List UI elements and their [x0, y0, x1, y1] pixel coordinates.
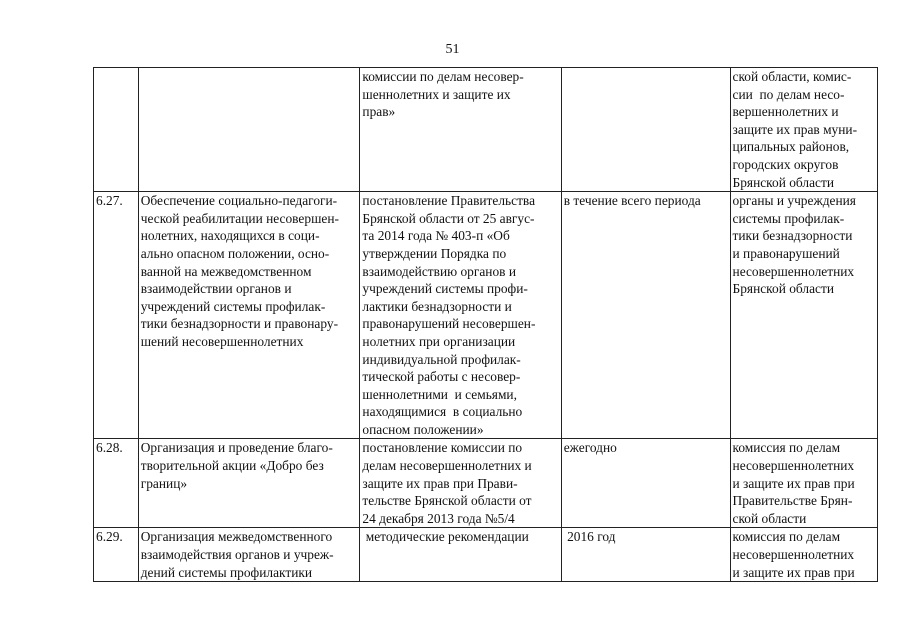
- legal-basis-cell: методические рекомендации: [360, 528, 561, 582]
- table-row: [94, 192, 878, 439]
- legal-basis-cell: постановление комиссии по делам несовершеннолетних и защите их прав при Прави- тельстве Брянской области от 24 декабря 2013 года №5/4: [360, 439, 561, 528]
- term-cell: ежегодно: [561, 439, 730, 528]
- term-cell: 2016 год: [561, 528, 730, 582]
- executor-cell: комиссия по делам несовершеннолетних и защите их прав при Правительстве Брян- ской области: [730, 439, 877, 528]
- legal-basis-cell: комиссии по делам несовер- шеннолетних и защите их прав»: [360, 68, 561, 192]
- activity-cell: Организация межведомственного взаимодействия органов и учреж- дений системы профилактики: [138, 528, 360, 582]
- activity-cell: Организация и проведение благо- творительной акции «Добро без границ»: [138, 439, 360, 528]
- table-row: [94, 439, 878, 528]
- page-number: 51: [445, 42, 460, 57]
- activity-cell: Обеспечение социально-педагоги- ческой реабилитации несовершен- нолетних, находящихся в соци- ально опасном положении, осно- ванной на межведомственном взаимодействии органов и учреждений системы профилак- тики безнадзорности и правонару- шений несовершеннолетних: [138, 192, 360, 439]
- table-row: [94, 68, 878, 192]
- item-number-cell: [94, 68, 139, 192]
- item-number-cell: 6.28.: [94, 439, 139, 528]
- legal-basis-cell: постановление Правительства Брянской области от 25 авгус- та 2014 года № 403-п «Об утверждении Порядка по взаимодействию органов и учреждений системы профи- лактики безнадзорности и правонарушений несовершен- нолетних при организации индивидуальной профилак- тической работы с несовер- шеннолетними и семьями, находящимися в социально опасном положении»: [360, 192, 561, 439]
- executor-cell: ской области, комис- сии по делам несо- вершеннолетних и защите их прав муни- ципальных районов, городских округов Брянской области: [730, 68, 877, 192]
- item-number-cell: 6.29.: [94, 528, 139, 582]
- executor-cell: органы и учреждения системы профилак- тики безнадзорности и правонарушений несовершеннолетних Брянской области: [730, 192, 877, 439]
- activity-cell: [138, 68, 360, 192]
- term-cell: в течение всего периода: [561, 192, 730, 439]
- measures-table: [93, 67, 878, 582]
- term-cell: [561, 68, 730, 192]
- executor-cell: комиссия по делам несовершеннолетних и защите их прав при: [730, 528, 877, 582]
- table-row: [94, 528, 878, 582]
- item-number-cell: 6.27.: [94, 192, 139, 439]
